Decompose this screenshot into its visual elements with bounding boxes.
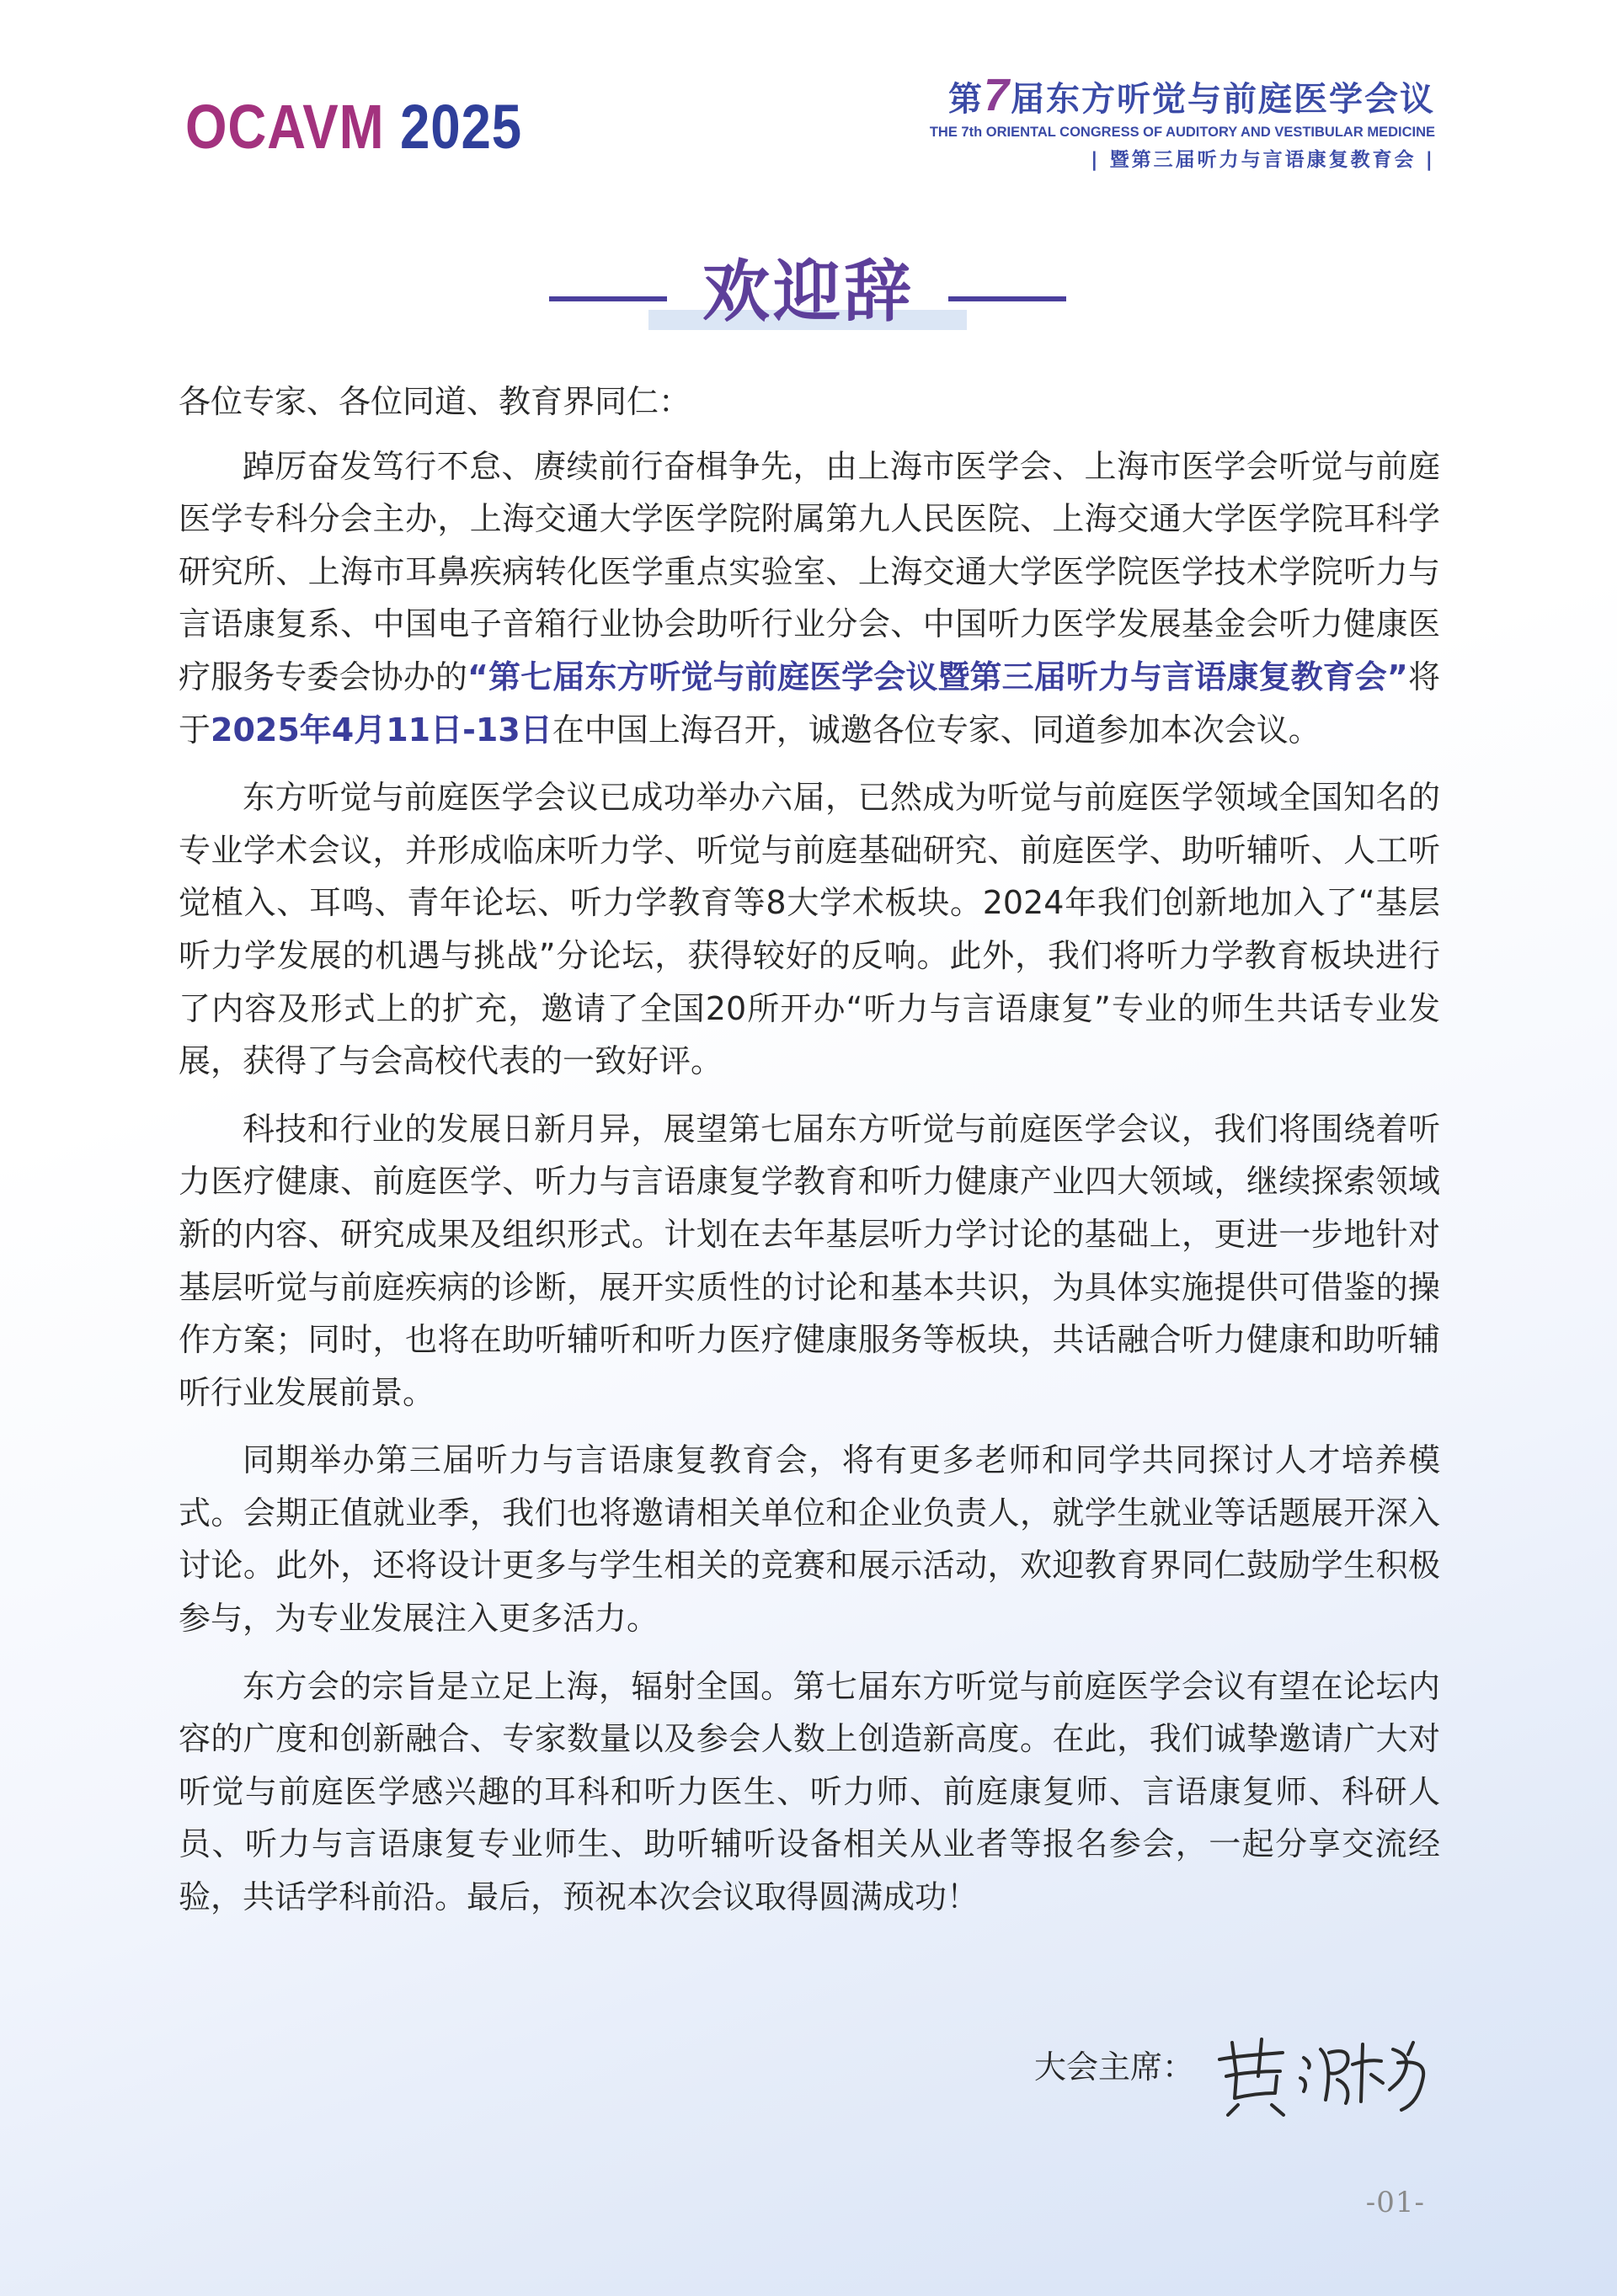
page-number: -01- (1365, 2186, 1425, 2219)
p1-text-a: 踔厉奋发笃行不怠、赓续前行奋楫争先，由上海市医学会、上海市医学会听觉与前庭医学专科分会主办，上海交通大学医学院附属第九人民医院、上海交通大学医学院耳科学研究所、上海市耳鼻疾病转化医学重点实验室、上海交通大学医学院医学技术学院听力与言语康复系、中国电子音箱行业协会助听行业分会、中国听力医学发展基金会听力健康医疗服务专委会协办的 (179, 447, 1440, 695)
p1-text-b: 将于 (179, 658, 1440, 748)
paragraph-1 (179, 440, 1440, 757)
paragraph-4: 同期举办第三届听力与言语康复教育会，将有更多老师和同学共同探讨人才培养模式。会期正值就业季，我们也将邀请相关单位和企业负责人，就学生就业等话题展开深入讨论。此外，还将设计更多与学生相关的竞赛和展示活动，欢迎教育界同仁鼓励学生积极参与，为专业发展注入更多活力。 (179, 1441, 1440, 1638)
paragraph-3: 科技和行业的发展日新月异，展望第七届东方听觉与前庭医学会议，我们将围绕着听力医疗健康、前庭医学、听力与言语康复学教育和听力健康产业四大领域，继续探索领域新的内容、研究成果及组织形式。计划在去年基层听力学讨论的基础上，更进一步地针对基层听觉与前庭疾病的诊断，展开实质性的讨论和基本共识，为具体实施提供可借鉴的操作方案；同时，也将在助听辅听和听力医疗健康服务等板块，共话融合听力健康和助听辅听行业发展前景。 (179, 1110, 1440, 1411)
logo-text-ocavm: OCAVM (185, 92, 385, 162)
title-block (0, 246, 1617, 338)
paragraph-5: 东方会的宗旨是立足上海，辐射全国。第七届东方听觉与前庭医学会议有望在论坛内容的广度和创新融合、专家数量以及参会人数上创造新高度。在此，我们诚挚邀请广大对听觉与前庭医学感兴趣的耳科和听力医生、听力师、前庭康复师、言语康复师、科研人员、听力与言语康复专业师生、助听辅听设备相关从业者等报名参会，一起分享交流经验，共话学科前沿。最后，预祝本次会议取得圆满成功！ (179, 1667, 1440, 1916)
conference-title-cn (795, 69, 1435, 121)
p1-highlight-conference: “第七届东方听觉与前庭医学会议暨第三届听力与言语康复教育会” (467, 658, 1408, 695)
logo-text-year: 2025 (400, 92, 523, 162)
p1-text-c: 在中国上海召开，诚邀各位专家、同道参加本次会议。 (552, 711, 1321, 748)
conference-number: 7 (983, 70, 1011, 120)
ocavm-logo (185, 91, 522, 162)
page-title: 欢迎辞 (702, 253, 915, 331)
conference-prefix: 第 (947, 80, 984, 119)
signature-label: 大会主席： (1034, 2048, 1195, 2086)
handwritten-signature (1203, 2024, 1455, 2117)
paragraph-2: 东方听觉与前庭医学会议已成功举办六届，已然成为听觉与前庭医学领域全国知名的专业学术会议，并形成临床听力学、听觉与前庭基础研究、前庭医学、助听辅听、人工听觉植入、耳鸣、青年论坛、听力学教育等8大学术板块。2024年我们创新地加入了“基层听力学发展的机遇与挑战”分论坛，获得较好的反响。此外，我们将听力学教育板块进行了内容及形式上的扩充，邀请了全国20所开办“听力与言语康复”专业的师生共话专业发展，获得了与会高校代表的一致好评。 (179, 779, 1440, 1080)
conference-title-en: THE 7th ORIENTAL CONGRESS OF AUDITORY AND VESTIBULAR MEDICINE (929, 125, 1435, 140)
letter-body (179, 376, 1440, 1939)
salutation: 各位专家、各位同道、教育界同仁： (179, 383, 691, 420)
p1-highlight-date: 2025年4月11日-13日 (211, 711, 552, 748)
signature-block (1034, 2024, 1455, 2117)
conference-suffix: 届东方听觉与前庭医学会议 (1011, 80, 1435, 119)
conference-header (795, 69, 1435, 172)
conference-subtitle: | 暨第三届听力与言语康复教育会 | (1091, 149, 1435, 171)
